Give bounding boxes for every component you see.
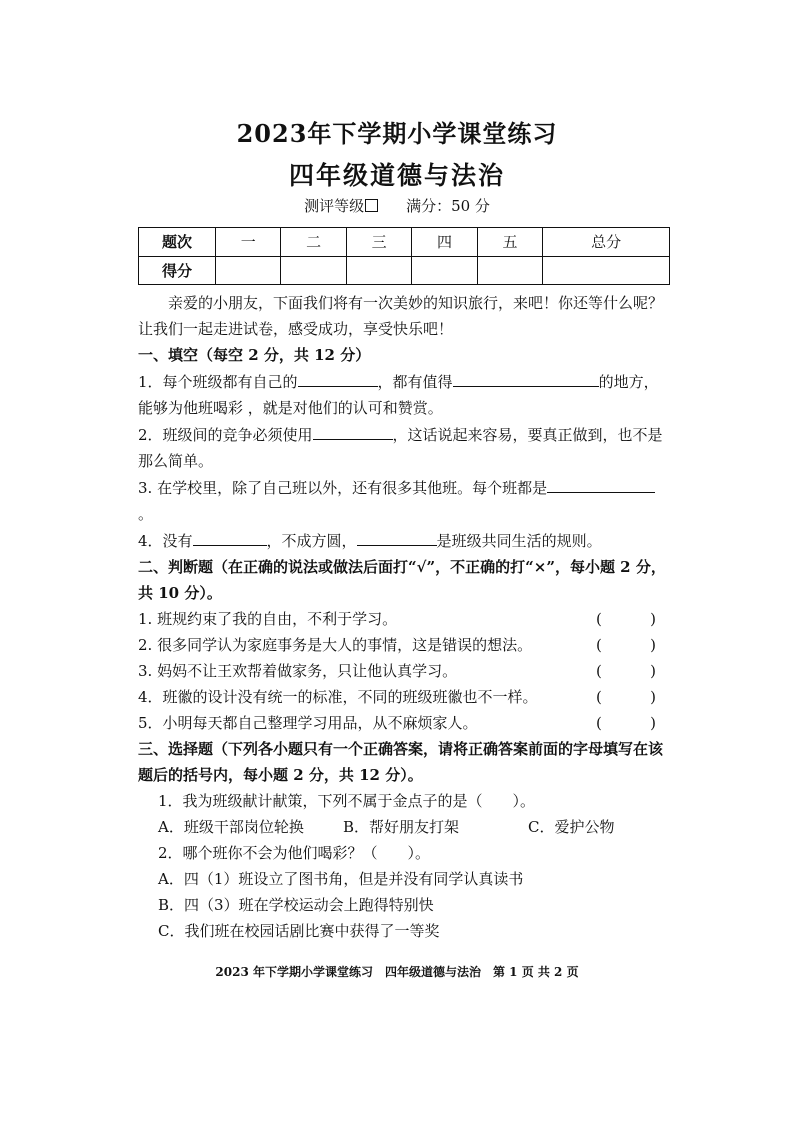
fill-question-2: 2．班级间的竞争必须使用 ，这话说起来容易，要真正做到，也不是那么简单。 (138, 421, 670, 474)
answer-blank[interactable] (298, 368, 378, 387)
fill-question-4: 4．没有 ，不成方圆， 是班级共同生活的规则。 (138, 527, 670, 554)
score-cell: 一 (216, 228, 281, 257)
score-input-cell[interactable] (346, 256, 411, 285)
score-cell: 题次 (139, 228, 216, 257)
exam-content (138, 290, 670, 944)
score-table (138, 227, 670, 285)
answer-parentheses[interactable]: ( ) (596, 662, 656, 680)
section3-title: 三、选择题（下列各小题只有一个正确答案，请将正确答案前面的字母填写在该题后的括号内，每小题 2 分，共 12 分）。 (138, 740, 664, 784)
answer-parentheses[interactable]: ( ) (596, 714, 656, 732)
exam-subtitle: 四年级道德与法治 (288, 161, 505, 190)
judge-item: 4．班徽的设计没有统一的标准，不同的班级班徽也不一样。 ( ) (138, 684, 670, 710)
judge-item: 2. 很多同学认为家庭事务是大人的事情，这是错误的想法。 ( ) (138, 632, 670, 658)
page-footer: 2023 年下学期小学课堂练习 四年级道德与法治 第 1 页 共 2 页 (215, 965, 579, 979)
section2-title: 二、判断题（在正确的说法或做法后面打“√”，不正确的打“×”，每小题 2 分，共 10 分）。 (138, 558, 666, 602)
choice-option[interactable]: B．四（3）班在学校运动会上跑得特别快 (158, 896, 434, 914)
choice-option[interactable]: A．四（1）班设立了图书角，但是并没有同学认真读书 (158, 870, 524, 888)
section1-title: 一、填空（每空 2 分，共 12 分） (138, 346, 371, 364)
exam-title: 2023年下学期小学课堂练习 (236, 119, 558, 148)
judge-item: 5．小明每天都自己整理学习用品，从不麻烦家人。 ( ) (138, 710, 670, 736)
full-score: 满分：50 分 (406, 197, 490, 215)
score-input-cell[interactable] (412, 256, 477, 285)
choice-option[interactable]: C．我们班在校园话剧比赛中获得了一等奖 (158, 922, 440, 940)
choice-option[interactable]: C．爱护公物 (528, 818, 615, 836)
answer-parentheses[interactable]: ( ) (596, 688, 656, 706)
choice-question-1: 1．我为班级献计献策，下列不属于金点子的是（ ）。 (158, 792, 536, 810)
score-table-score-row (139, 256, 670, 285)
grade-checkbox-icon (365, 199, 378, 212)
score-cell: 四 (412, 228, 477, 257)
choice-option[interactable]: B．帮好朋友打架 (343, 818, 460, 836)
answer-blank[interactable] (357, 527, 437, 546)
judge-item: 1. 班规约束了我的自由，不利于学习。 ( ) (138, 606, 670, 632)
fill-question-1: 1．每个班级都有自己的 ，都有值得 的地方，能够为他班喝彩 ，就是对他们的认可和赞赏。 (138, 368, 670, 421)
answer-blank[interactable] (193, 527, 267, 546)
intro-paragraph: 亲爱的小朋友，下面我们将有一次美妙的知识旅行，来吧！你还等什么呢？让我们一起走进试卷，感受成功，享受快乐吧！ (138, 294, 664, 338)
answer-parentheses[interactable]: ( ) (596, 636, 656, 654)
score-input-cell[interactable] (281, 256, 346, 285)
answer-blank[interactable] (547, 474, 655, 493)
score-input-cell[interactable] (543, 256, 670, 285)
answer-parentheses[interactable]: ( ) (596, 610, 656, 628)
exam-meta (0, 195, 794, 216)
fill-question-3: 3. 在学校里，除了自己班以外，还有很多其他班。每个班都是。 (138, 474, 670, 527)
judge-item: 3. 妈妈不让王欢帮着做家务，只让他认真学习。 ( ) (138, 658, 670, 684)
score-input-cell[interactable] (477, 256, 542, 285)
choice-options (138, 814, 670, 840)
score-row-label: 得分 (139, 256, 216, 285)
score-cell: 三 (346, 228, 411, 257)
score-input-cell[interactable] (216, 256, 281, 285)
choice-question-2: 2．哪个班你不会为他们喝彩？（ ）。 (158, 844, 431, 862)
score-cell: 总分 (543, 228, 670, 257)
grade-label: 测评等级 (304, 197, 365, 215)
answer-blank[interactable] (313, 421, 393, 440)
score-cell: 五 (477, 228, 542, 257)
answer-blank[interactable] (453, 368, 599, 387)
score-cell: 二 (281, 228, 346, 257)
choice-option[interactable]: A．班级干部岗位轮换 (158, 818, 304, 836)
score-table-header-row (139, 228, 670, 257)
